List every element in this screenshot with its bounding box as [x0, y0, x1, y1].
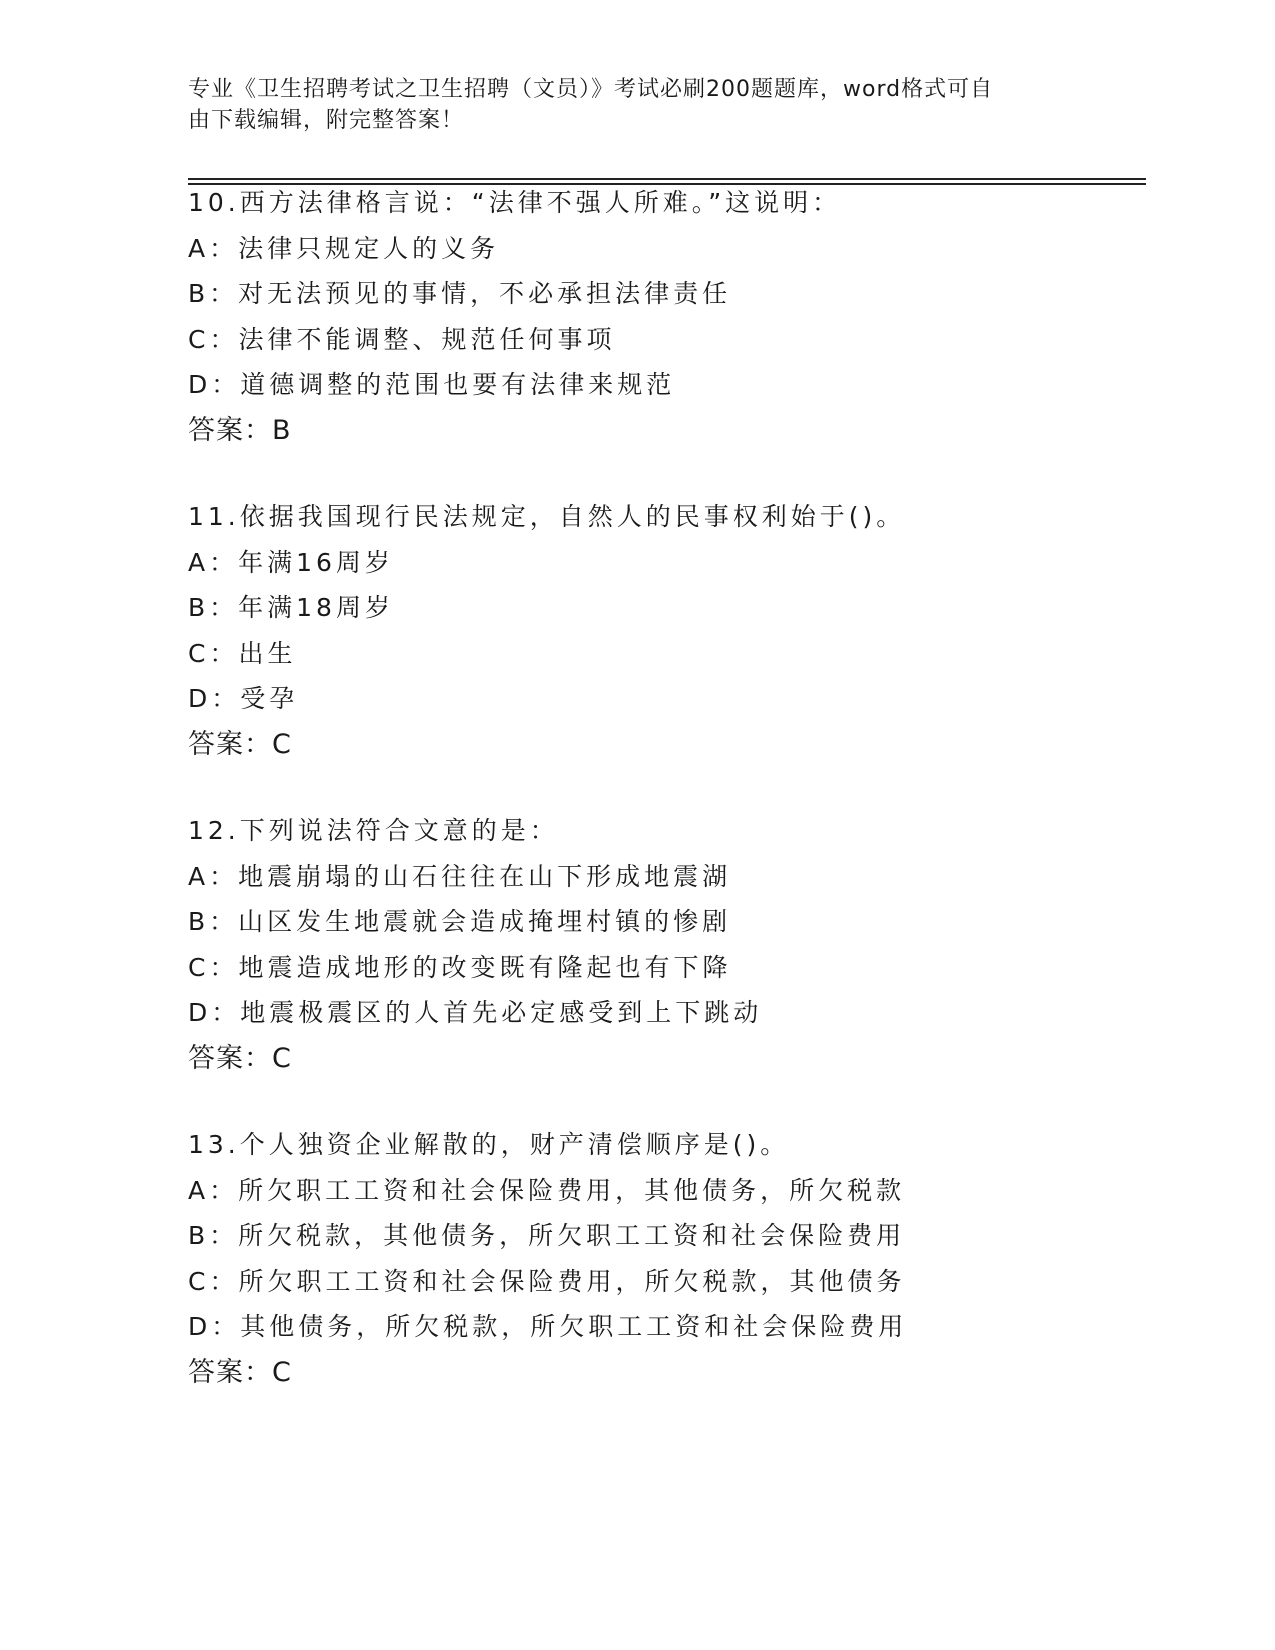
option-b: B：年满18周岁 [188, 593, 394, 622]
option-c: C：地震造成地形的改变既有隆起也有下降 [188, 952, 732, 982]
header-line-1: 专业《卫生招聘考试之卫生招聘（文员）》考试必刷200题题库，word格式可自 [188, 77, 994, 102]
option-d: D：道德调整的范围也要有法律来规范 [188, 370, 676, 399]
header-line-2: 由下载编辑，附完整答案！ [188, 108, 465, 133]
question-10 [188, 180, 1188, 453]
option-b: B：所欠税款，其他债务，所欠职工工资和社会保险费用 [188, 1221, 906, 1250]
question-11 [188, 494, 1188, 767]
option-a: A：年满16周岁 [188, 547, 394, 577]
answer: 答案：C [188, 1042, 292, 1074]
question-stem: 12.下列说法符合文意的是： [188, 816, 559, 845]
question-12 [188, 808, 1188, 1081]
option-a: A：法律只规定人的义务 [188, 233, 500, 263]
question-stem: 13.个人独资企业解散的，财产清偿顺序是()。 [188, 1130, 790, 1159]
option-d: D：受孕 [188, 684, 299, 713]
question-stem: 11.依据我国现行民法规定，自然人的民事权利始于()。 [188, 502, 906, 531]
option-c: C：法律不能调整、规范任何事项 [188, 324, 616, 354]
option-b: B：山区发生地震就会造成掩埋村镇的惨剧 [188, 907, 732, 936]
option-a: A：地震崩塌的山石往往在山下形成地震湖 [188, 861, 732, 891]
answer: 答案：B [188, 414, 292, 446]
question-stem: 10.西方法律格言说：“法律不强人所难。”这说明： [188, 188, 842, 217]
answer: 答案：C [188, 728, 292, 760]
question-13 [188, 1122, 1188, 1395]
option-b: B：对无法预见的事情，不必承担法律责任 [188, 279, 732, 308]
option-d: D：其他债务，所欠税款，所欠职工工资和社会保险费用 [188, 1312, 908, 1341]
answer: 答案：C [188, 1356, 292, 1388]
option-c: C：所欠职工工资和社会保险费用，所欠税款，其他债务 [188, 1266, 906, 1296]
option-d: D：地震极震区的人首先必定感受到上下跳动 [188, 998, 763, 1027]
document-header [188, 74, 1088, 136]
option-a: A：所欠职工工资和社会保险费用，其他债务，所欠税款 [188, 1175, 906, 1205]
option-c: C：出生 [188, 638, 297, 668]
